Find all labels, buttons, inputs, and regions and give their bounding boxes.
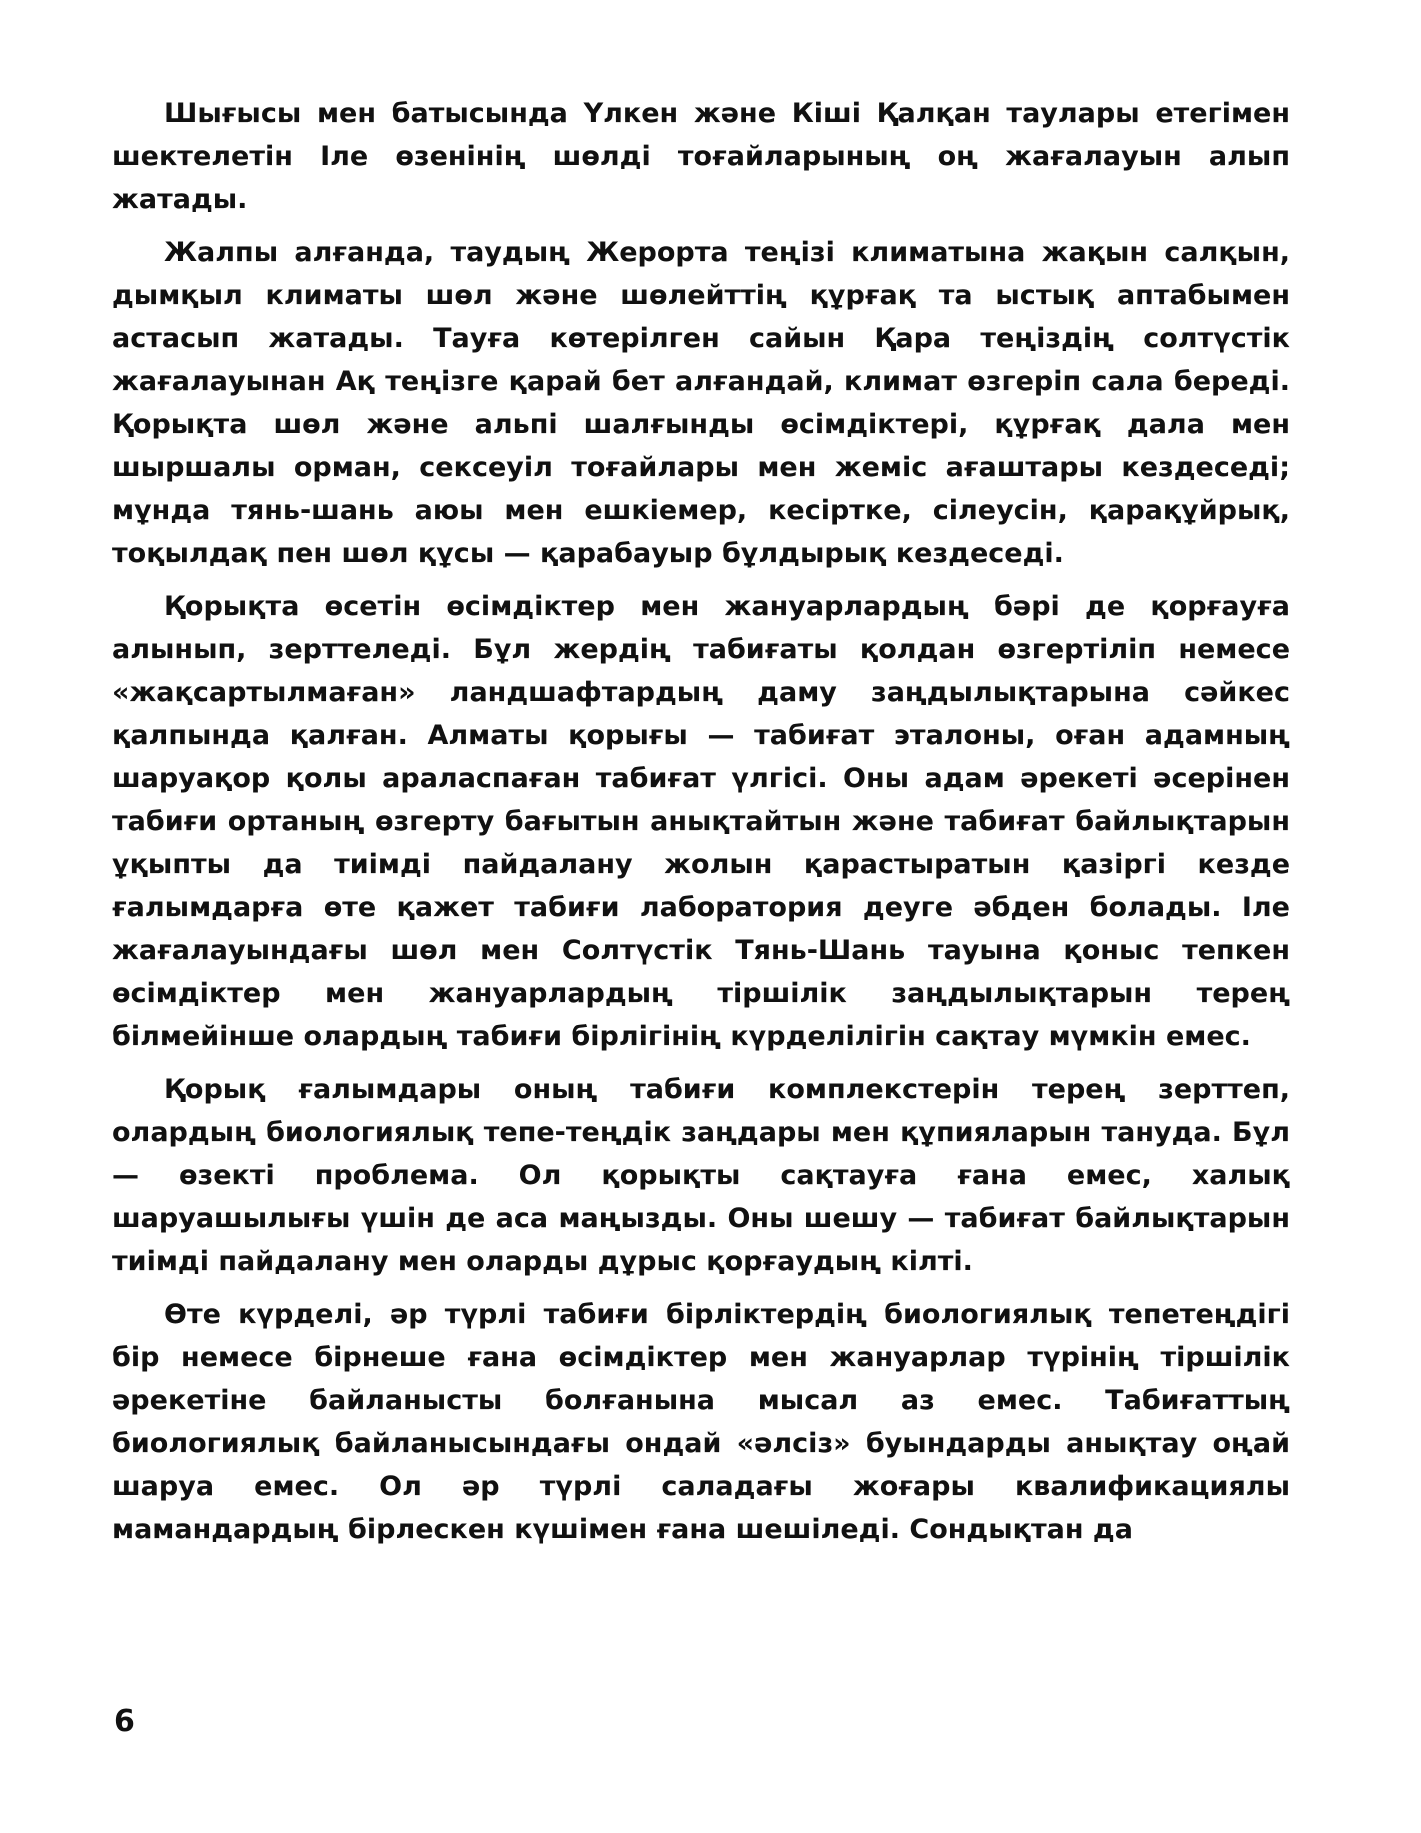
page-number: 6 [114,1704,135,1739]
paragraph-2: Жалпы алғанда, таудың Жерорта теңізі климатына жақын салқын, дымқыл климаты шөл және шөлейттің құрғақ та ыстық аптабымен астасып жатады. Тауға көтерілген сайын Қара теңіздің солтүстік жағалауынан Ақ теңізге қарай бет алғандай, климат өзгеріп сала береді. Қорықта шөл және альпі шалғынды өсімдіктері, құрғақ дала мен шыршалы орман, сексеуіл тоғайлары мен жеміс ағаштары кездеседі; мұнда тянь-шань аюы мен ешкіемер, кесіртке, сілеусін, қарақұйрық, тоқылдақ пен шөл құсы — қарабауыр бұлдырық кездеседі. [112,237,1290,569]
paragraph-3: Қорықта өсетін өсімдіктер мен жануарлардың бәрі де қорғауға алынып, зерттеледі. Бұл жердің табиғаты қолдан өзгертіліп немесе «жақсартылмаған» ландшафтардың даму заңдылықтарына сәйкес қалпында қалған. Алматы қорығы — табиғат эталоны, оған адамның шаруақор қолы араласпаған табиғат үлгісі. Оны адам әрекеті әсерінен табиғи ортаның өзгерту бағытын анықтайтын және табиғат байлықтарын ұқыпты да тиімді пайдалану жолын қарастыратын қазіргі кезде ғалымдарға өте қажет табиғи лаборатория деуге әбден болады. Іле жағалауындағы шөл мен Солтүстік Тянь-Шань тауына қоныс тепкен өсімдіктер мен жануарлардың тіршілік заңдылықтарын терең білмейінше олардың табиғи бірлігінің күрделілігін сақтау мүмкін емес. [112,591,1290,1052]
paragraph-1: Шығысы мен батысында Үлкен және Кіші Қалқан таулары етегімен шектелетін Іле өзенінің шөлді тоғайларының оң жағалауын алып жатады. [112,98,1290,215]
paragraph-5: Өте күрделі, әр түрлі табиғи бірліктердің биологиялық тепетеңдігі бір немесе бірнеше ғана өсімдіктер мен жануарлар түрінің тіршілік әрекетіне байланысты болғанына мысал аз емес. Табиғаттың биологиялық байланысындағы ондай «әлсіз» буындарды анықтау оңай шаруа емес. Ол әр түрлі саладағы жоғары квалификациялы мамандардың бірлескен күшімен ғана шешіледі. Сондықтан да [112,1299,1290,1545]
paragraph-4: Қорық ғалымдары оның табиғи комплекстерін терең зерттеп, олардың биологиялық тепе-теңдік заңдары мен құпияларын тануда. Бұл — өзекті проблема. Ол қорықты сақтауға ғана емес, халық шаруашылығы үшін де аса маңызды. Оны шешу — табиғат байлықтарын тиімді пайдалану мен оларды дұрыс қорғаудың кілті. [112,1074,1290,1277]
page-body [112,92,1290,1561]
